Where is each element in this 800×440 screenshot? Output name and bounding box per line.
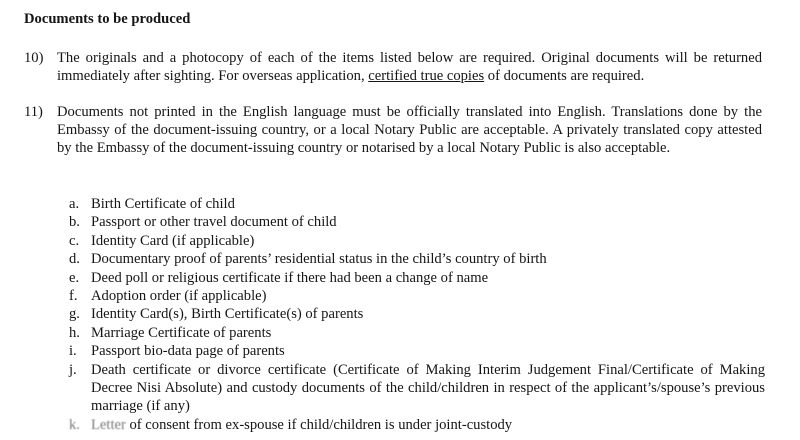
- list-marker: e.: [69, 269, 80, 286]
- list-item: [69, 195, 765, 213]
- list-item: [69, 342, 765, 360]
- list-item-text: Passport bio-data page of parents: [91, 343, 285, 360]
- list-item-text: Marriage Certificate of parents: [91, 324, 272, 341]
- list-item-text: Death certificate or divorce certificate (Certificate of Making Interim Judgement Final/Certificate of Making Decree Nisi Absolute) and custody documents of the child/children in respect of the applicant’s/spouse’s previous marriage (if any): [91, 361, 765, 415]
- list-marker: a.: [69, 196, 80, 212]
- list-marker: k.: [69, 416, 80, 433]
- list-item-text: Passport or other travel document of child: [91, 214, 337, 231]
- list-item: [69, 269, 765, 287]
- list-item: [69, 213, 765, 231]
- section-heading: Documents to be produced: [24, 11, 191, 27]
- list-item: [69, 416, 765, 434]
- list-item: [69, 232, 765, 250]
- paragraph-number: 10): [24, 50, 44, 66]
- list-marker: d.: [69, 251, 80, 268]
- list-item-text: Adoption order (if applicable): [91, 288, 267, 305]
- documents-list: [69, 195, 765, 434]
- list-item-text-rest: of consent from ex-spouse if child/children is under joint-custody: [125, 416, 513, 433]
- list-marker: c.: [69, 232, 80, 249]
- list-marker: j.: [69, 361, 77, 378]
- paragraph-text: [57, 49, 762, 85]
- list-item-text: Birth Certificate of child: [91, 196, 235, 212]
- list-item-text: Documentary proof of parents’ residential status in the child’s country of birth: [91, 251, 547, 268]
- list-item: [69, 361, 765, 416]
- list-item-text: Identity Card (if applicable): [91, 232, 255, 249]
- paragraph-number: 11): [24, 104, 43, 120]
- list-marker: g.: [69, 306, 80, 323]
- list-item-text: Deed poll or religious certificate if there had been a change of name: [91, 269, 489, 286]
- underlined-phrase: certified true copies: [368, 68, 485, 84]
- paragraph-text: Documents not printed in the English language must be officially translated into English. Translations done by the Embassy of the document-issuing country, or a local Notary Public are acceptable. A privately translated copy attested by the Embassy of the document-issuing country or notarised by a local Notary Public is also acceptable.: [57, 104, 762, 156]
- paragraph-text-part: The originals and a photocopy of each of the items listed below are required. Original documents will be returned immediately after sighting. For overseas application,: [57, 50, 762, 84]
- list-marker: i.: [69, 343, 77, 360]
- faded-word: Letter: [91, 416, 126, 433]
- list-marker: h.: [69, 324, 80, 341]
- list-marker: f.: [69, 288, 78, 305]
- list-item: [69, 287, 765, 305]
- list-item-text: Identity Card(s), Birth Certificate(s) of parents: [91, 306, 364, 323]
- list-marker: b.: [69, 214, 80, 231]
- list-item: [69, 305, 765, 323]
- list-item-text: [91, 416, 765, 434]
- list-item: [69, 324, 765, 342]
- paragraph-text-part: of documents are required.: [484, 68, 645, 84]
- list-item: [69, 250, 765, 268]
